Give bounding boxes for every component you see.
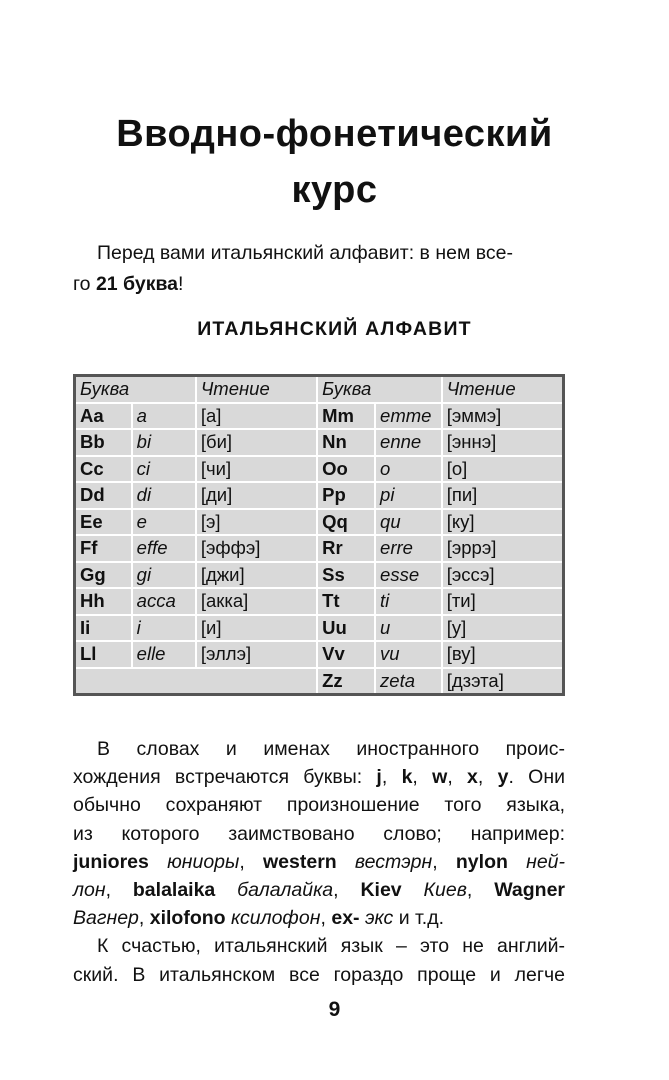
letter-cell: Cc (75, 456, 132, 483)
letter-name-cell: ci (132, 456, 196, 483)
letter-cell: Ii (75, 615, 132, 642)
reading-cell: [ву] (442, 641, 564, 668)
letter-name-cell: u (375, 615, 442, 642)
table-header-row (75, 376, 564, 403)
body-line: ский. В итальянском все гораздо проще и легче (73, 963, 565, 986)
letter-name-cell: emme (375, 403, 442, 430)
header-letter-left: Буква (75, 376, 196, 403)
letter-name-cell: i (132, 615, 196, 642)
letter-cell: Ee (75, 509, 132, 536)
reading-cell: [эннэ] (442, 429, 564, 456)
chapter-title (0, 106, 669, 218)
header-letter-right: Буква (317, 376, 442, 403)
table-row (75, 588, 564, 615)
reading-cell: [у] (442, 615, 564, 642)
letter-cell: Dd (75, 482, 132, 509)
letter-name-cell: enne (375, 429, 442, 456)
body-line: К счастью, итальянский язык – это не англий- (97, 935, 565, 958)
letter-cell: Ss (317, 562, 375, 589)
body-line: Вагнер, xilofono ксилофон, ex- экс и т.д. (73, 907, 444, 930)
header-reading-left: Чтение (196, 376, 317, 403)
alphabet-table (73, 374, 565, 696)
intro-exclamation: ! (178, 273, 184, 295)
reading-cell: [эррэ] (442, 535, 564, 562)
table-row (75, 615, 564, 642)
reading-cell: [а] (196, 403, 317, 430)
reading-cell: [акка] (196, 588, 317, 615)
letter-name-cell: di (132, 482, 196, 509)
letter-cell: Oo (317, 456, 375, 483)
reading-cell: [чи] (196, 456, 317, 483)
reading-cell: [ти] (442, 588, 564, 615)
body-line: из которого заимствовано слово; например: (73, 822, 565, 845)
letter-name-cell: vu (375, 641, 442, 668)
letter-name-cell: qu (375, 509, 442, 536)
reading-cell: [дзэта] (442, 668, 564, 695)
table-row (75, 668, 564, 695)
reading-cell: [пи] (442, 482, 564, 509)
letter-name-cell: e (132, 509, 196, 536)
body-line: обычно сохраняют произношение того языка, (73, 794, 565, 817)
letter-cell: Tt (317, 588, 375, 615)
table-row (75, 482, 564, 509)
body-line: хождения встречаются буквы: j, k, w, x, y. Они (73, 766, 566, 789)
body-line: лон, balalaika балалайка, Kiev Киев, Wagner (73, 879, 566, 902)
letter-name-cell: ti (375, 588, 442, 615)
reading-cell: [би] (196, 429, 317, 456)
letter-name-cell: pi (375, 482, 442, 509)
reading-cell: [ди] (196, 482, 317, 509)
letter-name-cell: bi (132, 429, 196, 456)
letter-cell: Uu (317, 615, 375, 642)
reading-cell: [о] (442, 456, 564, 483)
reading-cell: [эссэ] (442, 562, 564, 589)
table-row (75, 429, 564, 456)
letter-cell: Ll (75, 641, 132, 668)
chapter-title-line-2: курс (291, 169, 378, 211)
letter-name-cell: zeta (375, 668, 442, 695)
letter-cell: Hh (75, 588, 132, 615)
letter-name-cell: effe (132, 535, 196, 562)
letter-cell: Vv (317, 641, 375, 668)
table-title: ИТАЛЬЯНСКИЙ АЛФАВИТ (197, 318, 472, 340)
reading-cell: [эффэ] (196, 535, 317, 562)
letter-cell: Rr (317, 535, 375, 562)
reading-cell: [эллэ] (196, 641, 317, 668)
reading-cell: [эммэ] (442, 403, 564, 430)
letter-cell: Zz (317, 668, 375, 695)
reading-cell: [э] (196, 509, 317, 536)
empty-cell (75, 668, 318, 695)
letter-name-cell: gi (132, 562, 196, 589)
letter-cell: Aa (75, 403, 132, 430)
table-row (75, 641, 564, 668)
intro-letter-count: 21 буква (95, 273, 179, 295)
header-reading-right: Чтение (442, 376, 564, 403)
letter-cell: Bb (75, 429, 132, 456)
table-row (75, 456, 564, 483)
letter-cell: Pp (317, 482, 375, 509)
table-row (75, 509, 564, 536)
intro-line-2 (73, 269, 565, 300)
letter-name-cell: acca (132, 588, 196, 615)
letter-cell: Ff (75, 535, 132, 562)
table-row (75, 562, 564, 589)
page-number: 9 (328, 998, 341, 1021)
body-paragraph-1 (73, 735, 565, 989)
letter-cell: Nn (317, 429, 375, 456)
letter-cell: Mm (317, 403, 375, 430)
reading-cell: [и] (196, 615, 317, 642)
intro-paragraph (73, 238, 565, 300)
intro-line-1: Перед вами итальянский алфавит: в нем все- (97, 242, 513, 264)
letter-name-cell: esse (375, 562, 442, 589)
body-line: В словах и именах иностранного проис- (97, 738, 565, 760)
table-row (75, 535, 564, 562)
reading-cell: [ку] (442, 509, 564, 536)
letter-name-cell: erre (375, 535, 442, 562)
letter-name-cell: a (132, 403, 196, 430)
intro-text: го (73, 273, 96, 295)
letter-cell: Qq (317, 509, 375, 536)
letter-cell: Gg (75, 562, 132, 589)
letter-name-cell: elle (132, 641, 196, 668)
letter-name-cell: o (375, 456, 442, 483)
table-row (75, 403, 564, 430)
reading-cell: [джи] (196, 562, 317, 589)
chapter-title-line-1: Вводно-фонетический (116, 113, 553, 155)
body-line: juniores юниоры, western вестэрн, nylon ней- (73, 850, 566, 873)
